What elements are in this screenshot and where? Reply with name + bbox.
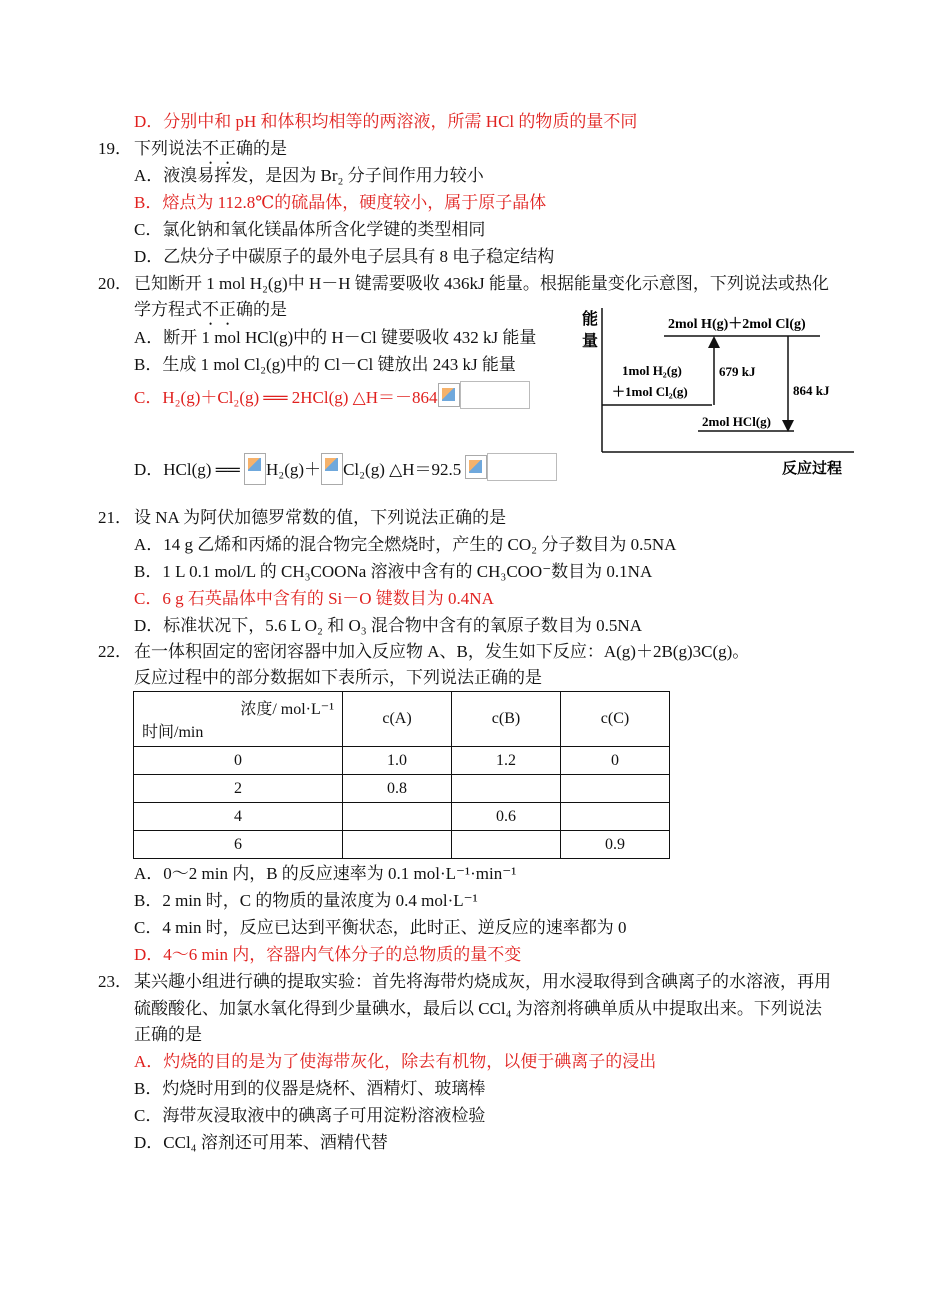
y-axis-label-1: 能 [582,311,599,328]
q19-stem: 下列说法不正确的是 [134,139,287,158]
top-level-label: 2mol H(g)＋2mol Cl(g) [668,317,806,332]
table-cell [452,775,561,803]
q23-number: 23． [98,972,132,991]
broken-image-icon [465,455,487,479]
emphasis-dots: 不正 [202,300,236,319]
q22-option-a: A．0～2 min 内，B 的反应速率为 0.1 mol·L⁻¹·min⁻¹ [134,864,517,883]
unit-image-box [460,381,530,409]
q19-option-a: A．液溴易挥发，是因为 Br₂ 分子间作用力较小 [134,166,484,185]
broken-image-icon [438,383,460,407]
time-header: 时间/min [142,724,204,741]
fraction-image-icon [321,453,343,485]
q22-option-c: C．4 min 时，反应已达到平衡状态，此时正、逆反应的速率都为 0 [134,918,627,937]
q22-option-d: D．4～6 min 内，容器内气体分子的总物质的量不变 [134,945,522,964]
table-cell [343,803,452,831]
q20-option-b: B．生成 1 mol Cl₂(g)中的 Cl－Cl 键放出 243 kJ 能量 [134,355,516,374]
q19-option-b: B．熔点为 112.8℃的硫晶体，硬度较小，属于原子晶体 [134,193,547,212]
q22-stem-line1: 在一体积固定的密闭容器中加入反应物 A、B，发生如下反应：A(g)＋2B(g)3C(g)。 [134,642,750,661]
product-label: 2mol HCl(g) [702,414,771,429]
table-row [134,831,670,859]
concentration-table [133,691,670,859]
x-axis-label: 反应过程 [782,461,843,477]
table-cell [561,803,670,831]
q19-number: 19． [98,139,132,158]
down-arrow-label: 864 kJ [793,383,830,398]
table-cell: 0.9 [561,831,670,859]
table-cell: 1.0 [343,747,452,775]
q19-option-d: D．乙炔分子中碳原子的最外电子层具有 8 电子稳定结构 [134,247,555,266]
table-cell [561,775,670,803]
table-cell [343,831,452,859]
q21-number: 21． [98,508,132,527]
table-cell: 6 [134,831,343,859]
energy-diagram [572,300,862,480]
unit-image-box [487,453,557,481]
table-row [134,775,670,803]
table-cell: 2 [134,775,343,803]
q19-option-c: C．氯化钠和氧化镁晶体所含化学键的类型相同 [134,220,486,239]
concentration-header: 浓度/ mol·L⁻¹ [240,701,334,718]
table-cell: 0.8 [343,775,452,803]
q21-stem: 设 NA 为阿伏加德罗常数的值，下列说法正确的是 [134,508,507,527]
table-cell: 4 [134,803,343,831]
q20-number: 20． [98,274,132,293]
column-header: c(C) [561,692,670,747]
y-axis-label-2: 量 [582,333,599,350]
table-cell [452,831,561,859]
table-row [134,803,670,831]
table-row [134,747,670,775]
q23-stem-line3: 正确的是 [134,1025,202,1044]
q21-option-a: A．14 g 乙烯和丙烯的混合物完全燃烧时，产生的 CO₂ 分子数目为 0.5NA [134,535,677,554]
fraction-image-icon [244,453,266,485]
q18-option-d: D．分别中和 pH 和体积均相等的两溶液，所需 HCl 的物质的量不同 [134,112,638,131]
table-cell: 0 [561,747,670,775]
q23-stem-line2: 硫酸酸化、加氯水氧化得到少量碘水，最后以 CCl₄ 为溶剂将碘单质从中提取出来。下列说法 [134,999,822,1018]
q23-option-d: D．CCl₄ 溶剂还可用苯、酒精代替 [134,1133,388,1152]
table-cell: 0 [134,747,343,775]
table-cell: 0.6 [452,803,561,831]
column-header: c(B) [452,692,561,747]
q20-stem-line2: 学方程式不正确的是 [134,300,287,319]
q21-option-b: B．1 L 0.1 mol/L 的 CH₃COONa 溶液中含有的 CH₃COO⁻数目为 0.1NA [134,562,653,581]
q23-option-b: B．灼烧时用到的仪器是烧杯、酒精灯、玻璃棒 [134,1079,486,1098]
q23-option-a: A．灼烧的目的是为了使海带灰化，除去有机物，以便于碘离子的浸出 [134,1052,657,1071]
q20-stem-line1: 已知断开 1 mol H₂(g)中 H－H 键需要吸收 436kJ 能量。根据能量变化示意图，下列说法或热化 [134,274,829,293]
q23-stem-line1: 某兴趣小组进行碘的提取实验：首先将海带灼烧成灰，用水浸取得到含碘离子的水溶液，再用 [134,972,831,991]
q20-option-d: D．HCl(g) ══ H₂(g)＋ Cl₂(g) △H＝92.5 [134,453,557,485]
emphasis-dots: 不正 [202,139,236,158]
q22-number: 22． [98,642,132,661]
table-corner-cell [134,692,343,747]
reactant-label-2: ＋1mol Cl₂(g) [612,384,688,399]
up-arrow-label: 679 kJ [719,364,756,379]
q23-option-c: C．海带灰浸取液中的碘离子可用淀粉溶液检验 [134,1106,486,1125]
q20-option-a: A．断开 1 mol HCl(g)中的 H－Cl 键要吸收 432 kJ 能量 [134,328,537,347]
q22-stem-line2: 反应过程中的部分数据如下表所示，下列说法正确的是 [134,668,542,687]
table-cell: 1.2 [452,747,561,775]
q21-option-d: D．标准状况下，5.6 L O₂ 和 O₃ 混合物中含有的氧原子数目为 0.5NA [134,616,642,635]
column-header: c(A) [343,692,452,747]
reactant-label-1: 1mol H₂(g) [622,363,682,378]
q21-option-c: C．6 g 石英晶体中含有的 Si－O 键数目为 0.4NA [134,589,494,608]
q22-option-b: B．2 min 时，C 的物质的量浓度为 0.4 mol·L⁻¹ [134,891,478,910]
q20-option-c: C．H₂(g)＋Cl₂(g) ══ 2HCl(g) △H＝－864 [134,381,530,409]
